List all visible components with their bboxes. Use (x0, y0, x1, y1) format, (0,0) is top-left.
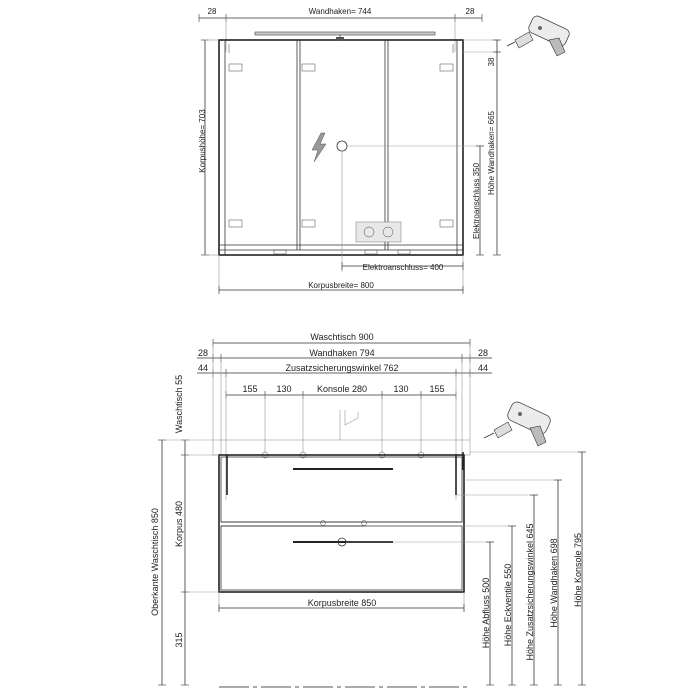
bottom-left-28-label: 28 (197, 348, 209, 358)
vanity-body (219, 452, 464, 592)
bottom-korpusbreite-label: Korpusbreite 850 (307, 598, 377, 608)
top-wandhaken-label: Wandhaken= 744 (308, 7, 372, 16)
waschtisch-height-label: Waschtisch 55 (174, 374, 184, 434)
segment-4-label: 130 (393, 384, 409, 394)
hoehe-konsole-label: Höhe Konsole 795 (573, 532, 583, 608)
electrical-connection-marker (337, 141, 347, 151)
top-width-dimension (199, 7, 482, 52)
drill-icon (507, 14, 571, 56)
waschtisch-width-dimension (213, 332, 470, 347)
waschtisch-width-label: Waschtisch 900 (310, 332, 374, 342)
mirror-cabinet-body (219, 32, 463, 255)
bottom-wandhaken-label: Wandhaken 794 (309, 348, 375, 358)
top-hoehe-wandhaken-label: Höhe Wandhaken= 665 (487, 111, 496, 195)
vanity-unit-drawing (150, 332, 586, 687)
top-left-margin-label: 28 (207, 7, 217, 16)
top-elektro-height-label: Elektroanschluss 350 (472, 162, 481, 240)
mirror-cabinet-drawing (198, 7, 571, 294)
oberkante-label: Oberkante Waschtisch 850 (150, 508, 160, 616)
hoehe-wandhaken-label: Höhe Wandhaken 698 (549, 538, 559, 628)
segment-1-label: 155 (242, 384, 258, 394)
top-korpusbreite-label: Korpusbreite= 800 (308, 281, 374, 290)
bottom-right-28-label: 28 (477, 348, 489, 358)
konsole-segment-dimension (226, 384, 456, 399)
lightning-icon (312, 133, 326, 162)
bottom-right-44-label: 44 (477, 363, 489, 373)
left-vertical-dimensions (150, 375, 219, 685)
top-left-dimension (198, 40, 219, 255)
bottom-315-label: 315 (174, 632, 184, 648)
bottom-zusatz-label: Zusatzsicherungswinkel 762 (285, 363, 399, 373)
socket-box (356, 222, 401, 242)
konsole-label: Konsole 280 (316, 384, 368, 394)
washbasin (213, 410, 470, 458)
right-vertical-dimensions (346, 452, 586, 685)
hoehe-abfluss-label: Höhe Abfluss 500 (481, 577, 491, 649)
top-elektro-width-label: Elektroanschluss= 400 (362, 263, 444, 272)
korpusbreite-dimension (219, 592, 464, 612)
top-korpushoehe-label: Korpushöhe= 703 (198, 109, 207, 173)
top-offset-label: 38 (487, 57, 496, 67)
led-light-bar (255, 32, 435, 35)
top-right-margin-label: 28 (465, 7, 475, 16)
drill-icon-bottom (484, 400, 552, 446)
top-bottom-dimensions (219, 151, 463, 294)
wandhaken-width-dimension (197, 348, 492, 362)
korpus-height-label: Korpus 480 (174, 500, 184, 548)
hoehe-eckventile-label: Höhe Eckventile 550 (503, 563, 513, 647)
segment-5-label: 155 (429, 384, 445, 394)
zusatz-width-dimension (197, 363, 492, 377)
segment-2-label: 130 (276, 384, 292, 394)
hoehe-zusatz-label: Höhe Zusatzsicherungswinkel 645 (525, 523, 535, 661)
bottom-left-44-label: 44 (197, 363, 209, 373)
